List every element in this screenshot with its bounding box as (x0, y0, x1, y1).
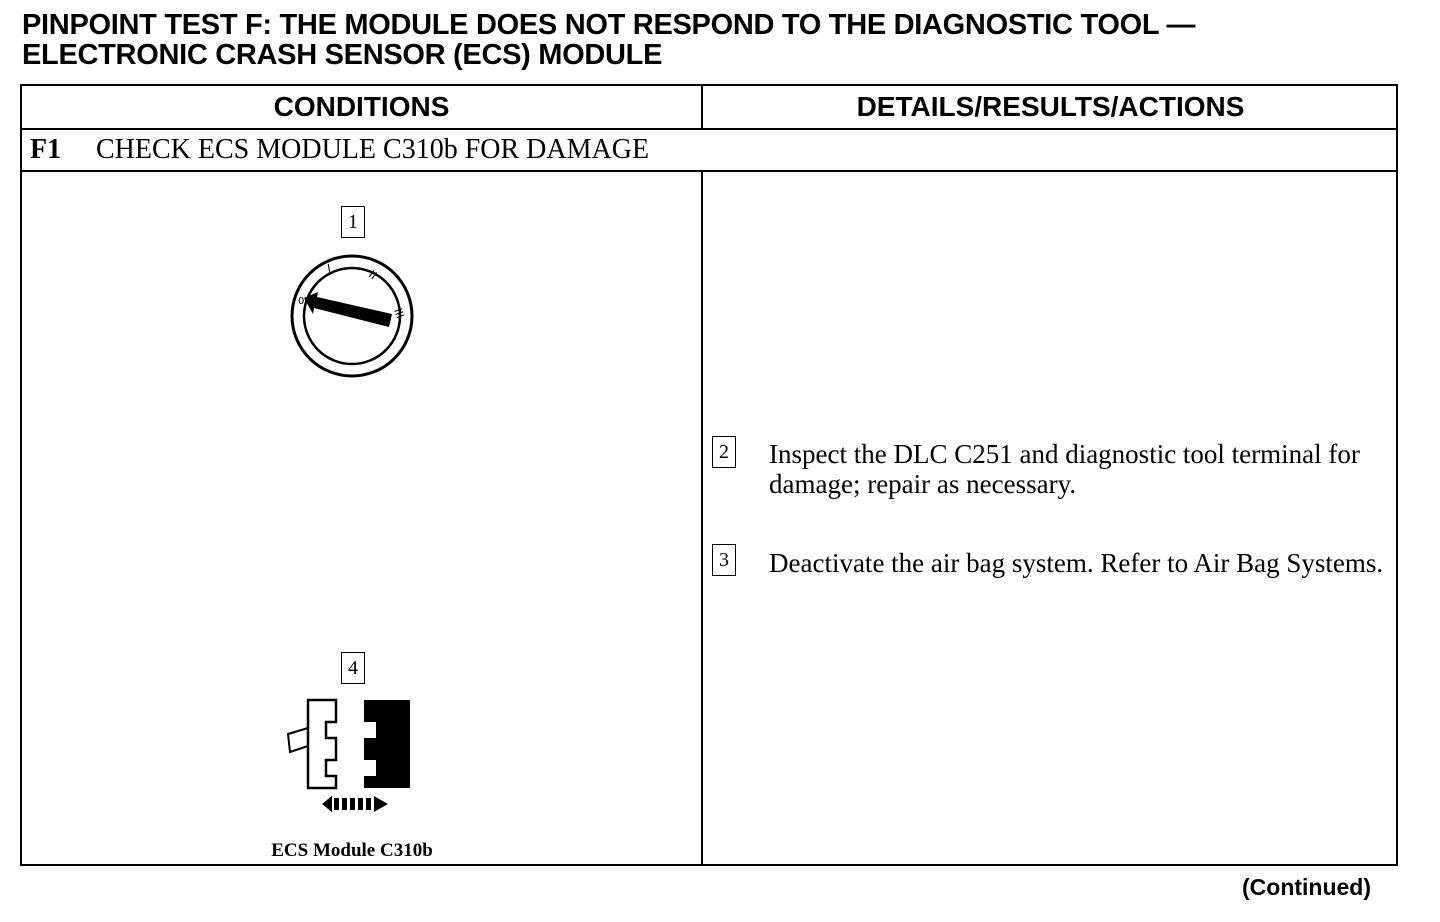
connector-caption: ECS Module C310b (271, 840, 433, 861)
ignition-label-2: II (366, 267, 380, 283)
step-id: F1 (30, 134, 62, 165)
header-details: DETAILS/RESULTS/ACTIONS (856, 91, 1245, 122)
step-title: CHECK ECS MODULE C310b FOR DAMAGE (96, 134, 650, 165)
page-title (22, 10, 1422, 70)
action-3-text: Deactivate the air bag system. Refer to Air Bag Systems. (769, 548, 1384, 578)
ref-box-3: 3 (712, 544, 736, 576)
step-row (30, 130, 649, 170)
ref-box-1: 1 (341, 206, 365, 238)
action-2-text: Inspect the DLC C251 and diagnostic tool terminal for damage; repair as necessary. (769, 439, 1360, 499)
connector-disconnect-icon (282, 692, 422, 820)
pinpoint-test-table (20, 84, 1398, 866)
title-line-2: ELECTRONIC CRASH SENSOR (ECS) MODULE (22, 39, 663, 71)
ignition-label-1: I (326, 261, 332, 275)
ignition-label-off: 0 (298, 296, 305, 307)
ref-box-2: 2 (712, 436, 736, 468)
step-rule (22, 170, 1396, 172)
ignition-label-3: III (391, 306, 407, 321)
ignition-switch-icon (284, 248, 420, 384)
header-conditions: CONDITIONS (273, 91, 450, 122)
column-divider (701, 172, 703, 866)
title-line-1: PINPOINT TEST F: THE MODULE DOES NOT RESPOND TO THE DIAGNOSTIC TOOL — (22, 9, 1196, 41)
ref-box-4: 4 (341, 652, 365, 684)
continued-label: (Continued) (1242, 874, 1372, 900)
